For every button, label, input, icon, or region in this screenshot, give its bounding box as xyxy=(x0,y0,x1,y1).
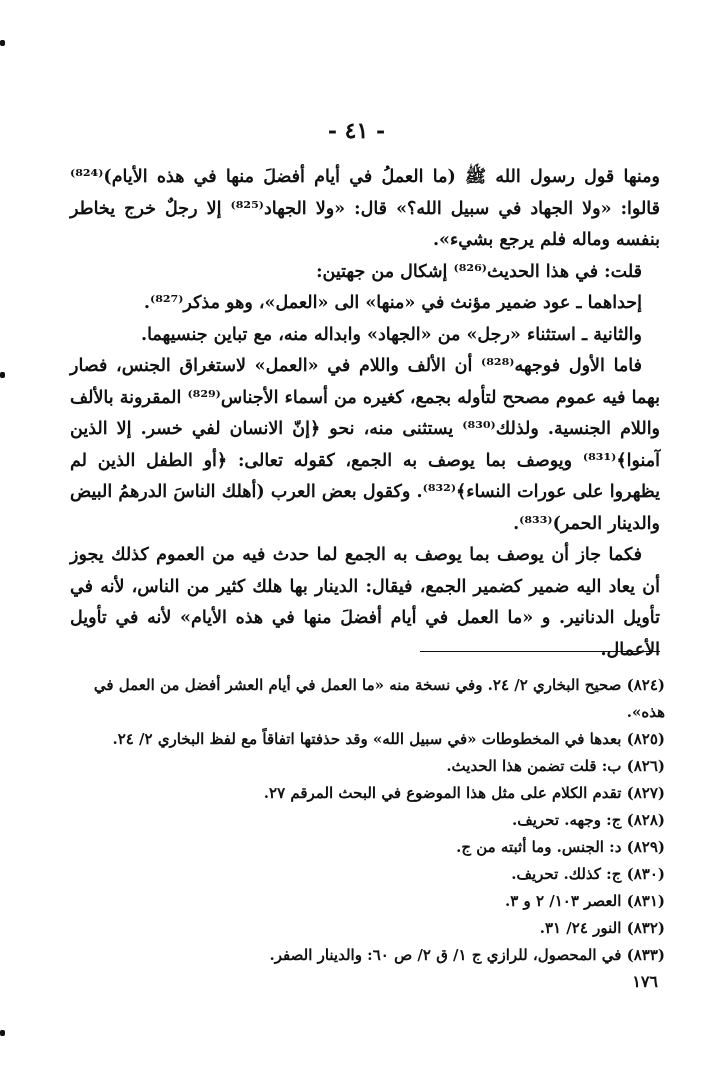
paragraph: فكما جاز أن يوصف بما يوصف به الجمع لما حدث فيه من العموم كذلك يجوز أن يعاد اليه ضمير كضمير الجمع، فيقال: الدينار بها هلك كثير من الناس، لأنه في تأويل الدنانير. و «ما العمل في أيام أفضلَ منها في هذه الأيام» لأنه في تأويل الأعمال. xyxy=(70,545,660,660)
footnote: (٨٣٣) في المحصول، للرازي ج ١/ ق ٢/ ص ٦٠: والدينار الصفر. xyxy=(269,946,665,964)
book-page-number: ١٧٦ xyxy=(632,972,658,991)
main-text xyxy=(70,162,660,666)
scan-mark xyxy=(0,1030,5,1036)
footnote-separator xyxy=(420,651,660,652)
footnote: (٨٢٦) ب: قلت تضمن هذا الحديث. xyxy=(446,757,665,775)
footnote: (٨٢٧) تقدم الكلام على مثل هذا الموضوع في البحث المرقم ٢٧. xyxy=(263,784,665,802)
footnote: (٨٣٠) ج: كذلك. تحريف. xyxy=(511,865,665,883)
footnotes xyxy=(70,672,665,969)
paragraph: فاما الأول فوجهه⁽⁸²⁸⁾ أن الألف واللام في «العمل» لاستغراق الجنس، فصار بهما فيه عموم مصحح لتأوله بجمع، كغيره من أسماء الأجناس⁽⁸²⁹⁾ المقرونة بالألف واللام الجنسية. ولذلك⁽⁸³⁰⁾ يستثنى منه، نحو ﴿إنّ الانسان لفي خسر. إلا الذين آمنوا﴾⁽⁸³¹⁾ ويوصف بما يوصف به الجمع، كقوله تعالى: ﴿أو الطفل الذين لم يظهروا على عورات النساء﴾⁽⁸³²⁾. وكقول بعض العرب (أهلك الناسَ الدرهمُ البيض والدينار الحمر)⁽⁸³³⁾. xyxy=(70,356,661,534)
page-number: - ٤١ - xyxy=(327,118,386,144)
paragraph: والثانية ـ استثناء «رجل» من «الجهاد» وابداله منه، مع تباين جنسيهما. xyxy=(140,324,642,345)
footnote: (٨٣١) العصر ١٠٣/ ٢ و ٣. xyxy=(504,892,665,910)
footnote: (٨٣٢) النور ٢٤/ ٣١. xyxy=(539,919,665,937)
footnote: (٨٢٤) صحيح البخاري ٢/ ٢٤. وفي نسخة منه «ما العمل في أيام العشر أفضل من العمل في هذه». xyxy=(93,676,665,721)
scan-mark xyxy=(0,40,5,46)
footnote: (٨٢٥) بعدها في المخطوطات «في سبيل الله» وقد حذفتها اتفاقاً مع لفظ البخاري ٢/ ٢٤. xyxy=(112,730,665,748)
scan-mark xyxy=(0,372,5,378)
footnote: (٨٢٩) د: الجنس. وما أثبته من ج. xyxy=(456,838,665,856)
paragraph: ومنها قول رسول الله ﷺ (ما العملُ في أيام أفضلَ منها في هذه الأيام)⁽⁸²⁴⁾ قالوا: «ولا الجهاد في سبيل الله؟» قال: «ولا الجهاد⁽⁸²⁵⁾ إلا رجلٌ خرج يخاطر بنفسه وماله فلم يرجع بشيء». xyxy=(70,167,660,250)
paragraph: إحداهما ـ عود ضمير مؤنث في «منها» الى «العمل»، وهو مذكر⁽⁸²⁷⁾. xyxy=(143,293,642,313)
paragraph: قلت: في هذا الحديث⁽⁸²⁶⁾ إشكال من جهتين: xyxy=(316,261,642,282)
footnote: (٨٢٨) ج: وجهه. تحريف. xyxy=(511,811,665,829)
